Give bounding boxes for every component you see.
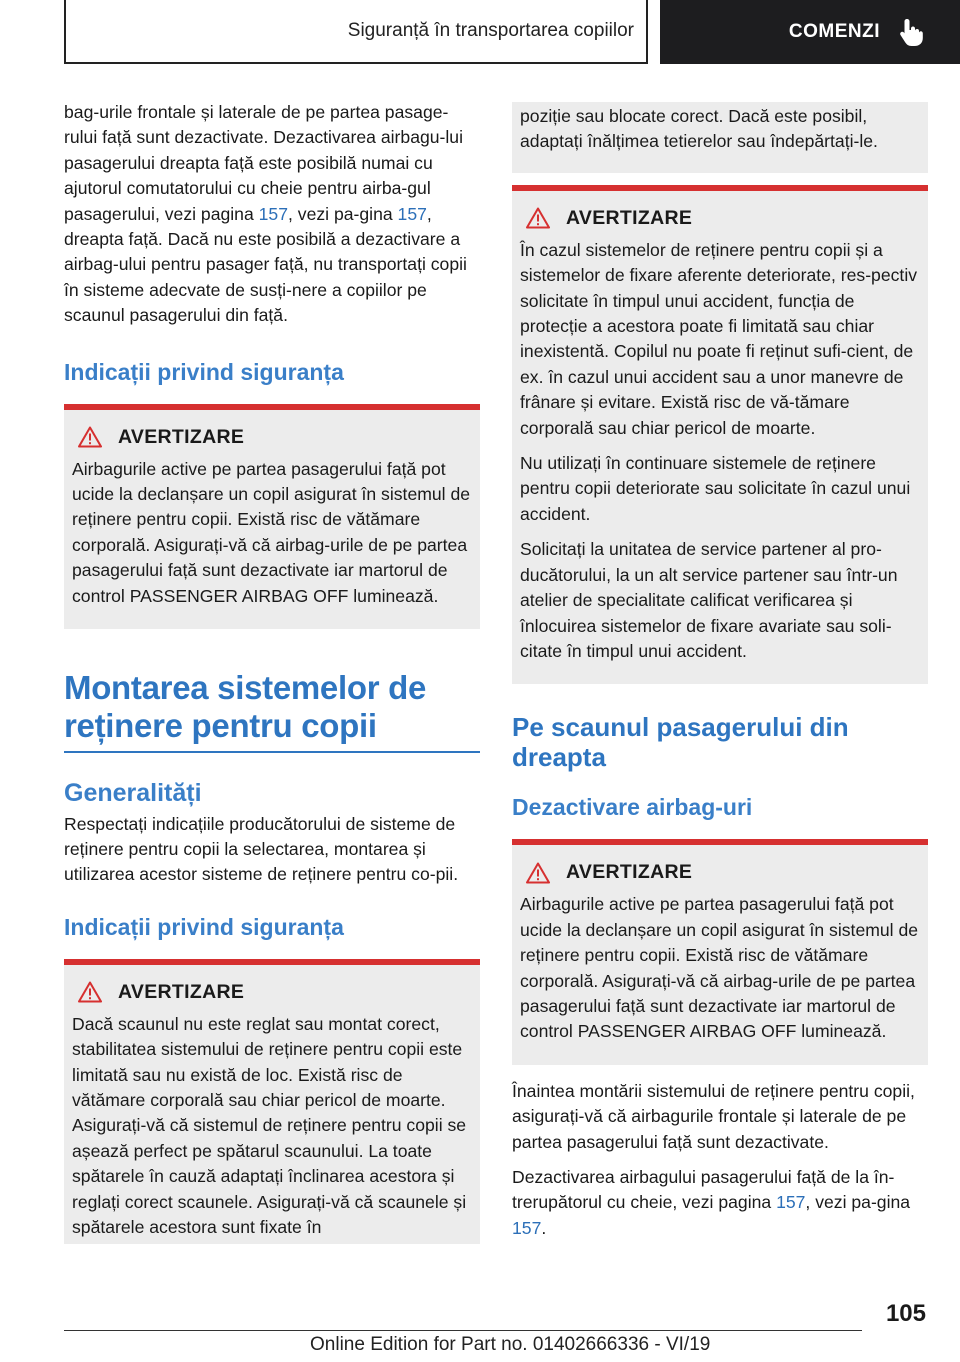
continued-text: poziție sau blocate corect. Dacă este posibil, adaptați înălțimea tetierelor sau îndepărtați-le. — [520, 106, 878, 152]
warning-title: AVERTIZARE — [78, 426, 472, 449]
safety-heading-2: Indicații privind siguranța — [64, 913, 344, 940]
warning-box-2 — [64, 959, 480, 1245]
warning-triangle-icon — [526, 862, 550, 884]
page-number: 105 — [885, 1300, 926, 1327]
right-column — [512, 102, 928, 1241]
page-link[interactable]: 157 — [512, 1217, 542, 1238]
section-title: Siguranță în transportarea copiilor — [347, 20, 634, 41]
before-mounting-paragraph: Înaintea montării sistemului de reținere pentru copii, asigurați-vă că airbagurile frontale și laterale de pe partea pasagerului față sunt dezactivate. — [512, 1080, 915, 1152]
left-column — [64, 100, 480, 1244]
warning-title: AVERTIZARE — [78, 981, 472, 1004]
page-link[interactable]: 157 — [397, 203, 427, 224]
chapter-tab-label: COMENZI — [788, 21, 880, 42]
warning-text: Airbagurile active pe partea pasagerului față pot ucide la declanșare un copil asigurat în sistemul de reținere pentru copii. Există risc de vătămare corporală. Asigurați-vă că airbag-urile de pe partea pasagerului față sunt dezactivate iar martorul de control PASSENGER AIRBAG OFF luminează. — [520, 894, 919, 1042]
warning-text-2: Nu utilizați în continuare sistemele de reținere pentru copii deteriorate sau solicitate în cazul unui accident. — [520, 453, 911, 524]
warning-triangle-icon — [78, 981, 102, 1003]
warning-box-3 — [512, 185, 928, 685]
heading-divider — [64, 751, 480, 753]
safety-heading: Indicații privind siguranța — [64, 358, 344, 385]
pointing-hand-icon — [898, 17, 924, 47]
continued-warning-box — [512, 102, 928, 173]
warning-text-1: În cazul sistemelor de reținere pentru copii și a sistemelor de fixare aferente deteriorate, res-pectiv solicitate în timpul unui accident, funcția de protecție a acestora poate fi limitată sau chiar inexistentă. Copilul nu poate fi reținut sufi-cient, de ex. în cazul unui accident sau a unor manevre de frânare și evitare. Există risc de vă-tămare corporală sau chiar pericol de moarte. — [520, 239, 918, 438]
section-header — [64, 0, 648, 64]
warning-title: AVERTIZARE — [526, 861, 920, 884]
general-paragraph: Respectați indicațiile producătorului de sisteme de reținere pentru copii la selectarea, montarea și utilizarea acestor sisteme de reținere pentru co-pii. — [64, 813, 459, 885]
main-heading: Montarea sistemelor de reținere pentru copii — [64, 669, 427, 745]
warning-text-3: Solicitați la unitatea de service partener al pro-ducătorului, la un alt service partener sau într-un atelier de specialitate calificat verificarea și înlocuirea sistemelor de fixare avariate sau soli-citate în timpul unui accident. — [520, 539, 898, 661]
footer-divider — [64, 1330, 862, 1331]
page-link[interactable]: 157 — [258, 203, 288, 224]
edition-footer: Online Edition for Part no. 01402666336 - VI/19 — [310, 1334, 711, 1355]
general-heading: Generalități — [64, 778, 202, 807]
warning-box-4 — [512, 839, 928, 1064]
warning-box — [64, 404, 480, 629]
warning-triangle-icon — [78, 426, 102, 448]
chapter-tab[interactable] — [660, 0, 960, 64]
warning-text: Airbagurile active pe partea pasagerului față pot ucide la declanșare un copil asigurat în sistemul de reținere pentru copii. Există risc de vătămare corporală. Asigurați-vă că airbag-urile de pe partea pasagerului față sunt dezactivate iar martorul de control PASSENGER AIRBAG OFF luminează. — [72, 458, 471, 606]
warning-title: AVERTIZARE — [526, 207, 920, 230]
key-switch-paragraph: Dezactivarea airbagului pasagerului față de la în-trerupătorul cu cheie, vezi pagina 157, vezi pa-gina 157. — [512, 1166, 911, 1238]
intro-paragraph: bag-urile frontale și laterale de pe partea pasage-rului față sunt dezactivate. Dezactivarea airbagu-lui pasagerului dreapta față este posibilă numai cu ajutorul comutatorului cu cheie pentru airba-gul pasagerului, vezi pagina 157, vezi pa-gina 157, dreapta față. Dacă nu este posibilă a dezactivare a airbag-ului pentru pasager față, nu transportați copii în sisteme adecvate de susți-nere a copiilor pe scaunul pasagerului din față. — [64, 102, 467, 326]
warning-text: Dacă scaunul nu este reglat sau montat corect, stabilitatea sistemului de reținere pentru copii este limitată sau nu există de loc. Există risc de vătămare corporală sau chiar pericol de moarte. Asigurați-vă că sistemul de reținere pentru copii se așează perfect pe spătarul scaunului. La toate spătarele în cauză adaptați înclinarea acestora și reglați corect scaunele. Asigurați-vă că scaunele și spătarele acestora sunt fixate în — [72, 1013, 467, 1238]
passenger-seat-heading: Pe scaunul pasagerului din dreapta — [512, 712, 849, 773]
page-link[interactable]: 157 — [776, 1192, 806, 1213]
deactivate-airbag-heading: Dezactivare airbag-uri — [512, 794, 753, 821]
warning-triangle-icon — [526, 207, 550, 229]
